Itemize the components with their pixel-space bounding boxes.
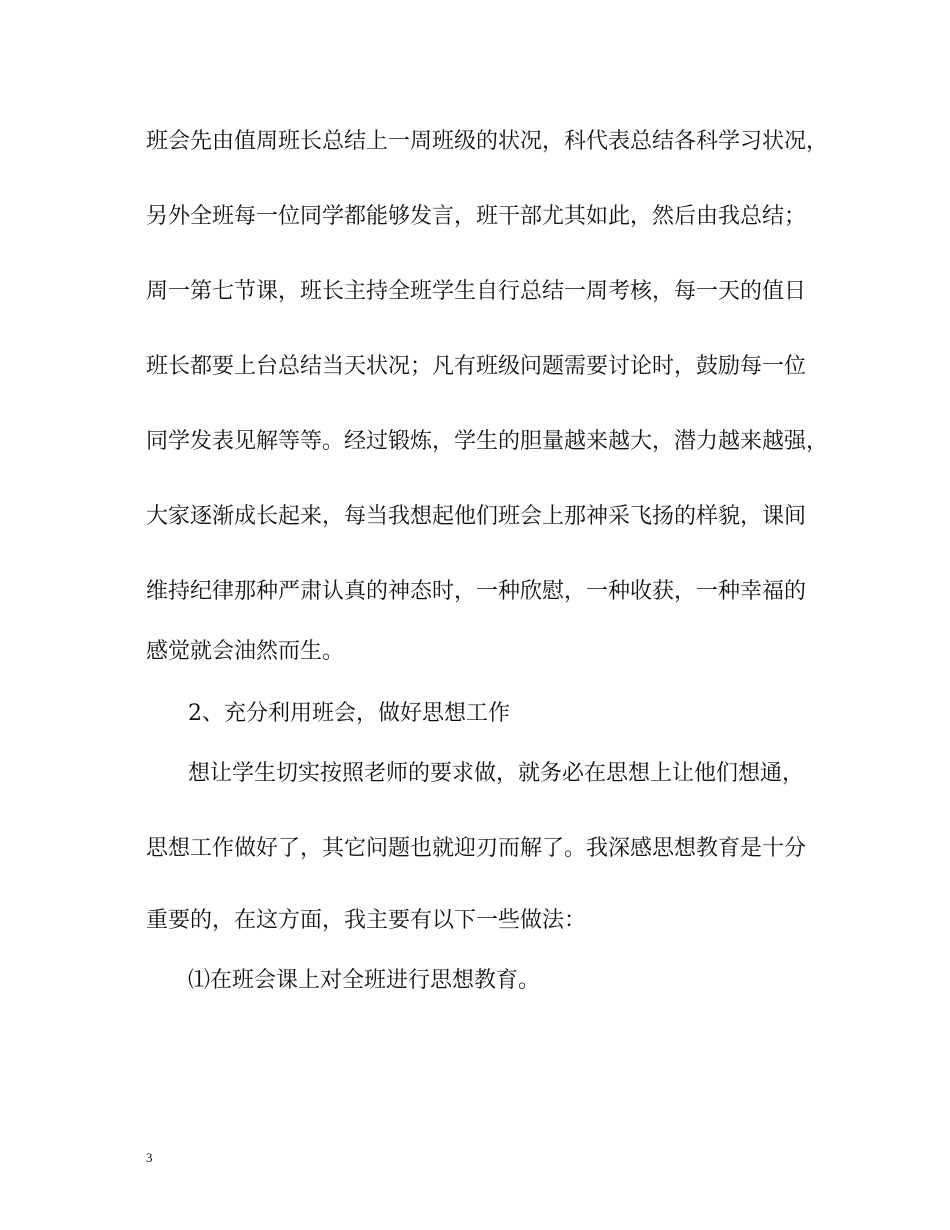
paragraph-line: 大家逐渐成长起来，每当我想起他们班会上那神采飞扬的样貌，课间 bbox=[146, 504, 807, 529]
list-item: ⑴在班会课上对全班进行思想教育。 bbox=[188, 968, 541, 993]
paragraph-line: 维持纪律那种严肃认真的神态时，一种欣慰，一种收获，一种幸福的 bbox=[146, 579, 807, 604]
paragraph-line: 班会先由值周班长总结上一周班级的状况，科代表总结各科学习状况， bbox=[146, 129, 829, 154]
paragraph-line: 想让学生切实按照老师的要求做，就务必在思想上让他们想通， bbox=[188, 761, 805, 786]
paragraph-line: 重要的，在这方面，我主要有以下一些做法： bbox=[146, 908, 587, 933]
paragraph-line: 思想工作做好了，其它问题也就迎刃而解了。我深感思想教育是十分 bbox=[146, 836, 807, 861]
paragraph-line: 班长都要上台总结当天状况；凡有班级问题需要讨论时，鼓励每一位 bbox=[146, 354, 807, 379]
page-number: 3 bbox=[146, 1150, 153, 1165]
paragraph-line: 另外全班每一位同学都能够发言，班干部尤其如此，然后由我总结； bbox=[146, 204, 807, 229]
paragraph-line: 同学发表见解等等。经过锻炼，学生的胆量越来越大，潜力越来越强， bbox=[146, 429, 829, 454]
paragraph-line: 感觉就会油然而生。 bbox=[146, 639, 345, 664]
section-heading: 2、充分利用班会，做好思想工作 bbox=[188, 701, 510, 726]
paragraph-line: 周一第七节课，班长主持全班学生自行总结一周考核，每一天的值日 bbox=[146, 279, 807, 304]
